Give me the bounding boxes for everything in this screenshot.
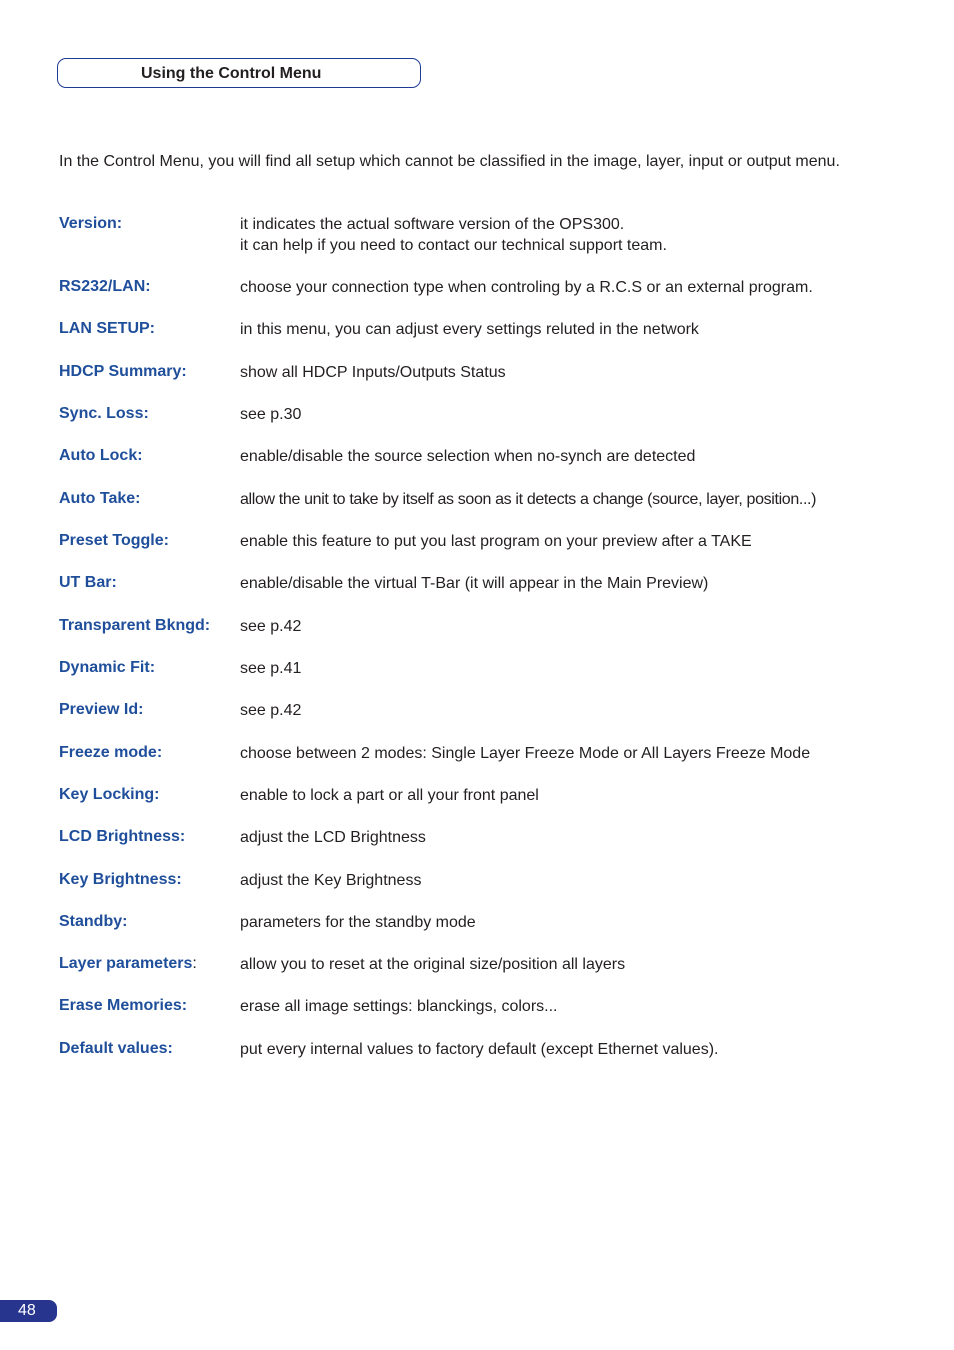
menu-description xyxy=(240,996,900,1017)
menu-term xyxy=(59,744,162,762)
menu-description-line: it indicates the actual software version of the OPS300. xyxy=(240,216,625,233)
menu-description-line: erase all image settings: blanckings, colors... xyxy=(240,998,558,1015)
menu-term-label: Freeze mode: xyxy=(59,744,163,761)
menu-term xyxy=(59,786,159,804)
menu-term xyxy=(59,871,182,889)
section-header-box xyxy=(57,58,421,88)
menu-description xyxy=(240,214,900,256)
menu-term-label: Key Locking: xyxy=(59,786,160,803)
menu-term-label: Auto Take: xyxy=(59,490,141,507)
menu-description xyxy=(240,870,900,891)
menu-term-label: LCD Brightness: xyxy=(59,828,186,845)
menu-term xyxy=(59,955,197,973)
menu-term xyxy=(59,659,155,677)
menu-term-label: Sync. Loss: xyxy=(59,405,149,422)
menu-description-line: put every internal values to factory default (except Ethernet values). xyxy=(240,1041,719,1058)
menu-description xyxy=(240,954,900,975)
menu-description xyxy=(240,573,900,594)
menu-description-line: enable to lock a part or all your front panel xyxy=(240,787,539,804)
menu-term-label: Auto Lock: xyxy=(59,447,143,464)
menu-description xyxy=(240,277,900,298)
menu-term xyxy=(59,828,185,846)
menu-description-line: choose your connection type when controling by a R.C.S or an external program. xyxy=(240,279,813,296)
menu-term xyxy=(59,363,187,381)
menu-term-label: Default values: xyxy=(59,1040,173,1057)
menu-description-line: see p.42 xyxy=(240,702,302,719)
menu-term xyxy=(59,617,210,635)
menu-description-line: show all HDCP Inputs/Outputs Status xyxy=(240,364,506,381)
menu-term-label: Key Brightness: xyxy=(59,871,182,888)
menu-term-label: LAN SETUP: xyxy=(59,320,155,337)
intro-paragraph: In the Control Menu, you will find all setup which cannot be classified in the image, layer, input or output menu. xyxy=(59,153,840,170)
menu-description-line: choose between 2 modes: Single Layer Freeze Mode or All Layers Freeze Mode xyxy=(240,745,811,762)
menu-description-line: parameters for the standby mode xyxy=(240,914,476,931)
menu-description-line: enable/disable the source selection when no-synch are detected xyxy=(240,448,696,465)
menu-term xyxy=(59,701,143,719)
menu-description-line: in this menu, you can adjust every settings reluted in the network xyxy=(240,321,699,338)
menu-description-line: see p.30 xyxy=(240,406,302,423)
menu-term xyxy=(59,490,140,508)
menu-term xyxy=(59,913,127,931)
menu-description xyxy=(240,489,900,510)
menu-term xyxy=(59,447,143,465)
menu-term-label: Preview Id: xyxy=(59,701,144,718)
menu-description xyxy=(240,404,900,425)
menu-description xyxy=(240,362,900,383)
menu-description xyxy=(240,912,900,933)
menu-term xyxy=(59,278,151,296)
menu-description xyxy=(240,446,900,467)
menu-description-line: enable/disable the virtual T-Bar (it will appear in the Main Preview) xyxy=(240,575,709,592)
menu-term xyxy=(59,532,169,550)
menu-description xyxy=(240,827,900,848)
menu-term-label: Erase Memories: xyxy=(59,997,188,1014)
menu-term-label: Standby: xyxy=(59,913,128,930)
menu-description-line: it can help if you need to contact our technical support team. xyxy=(240,237,667,254)
menu-description xyxy=(240,1039,900,1060)
menu-term-label: UT Bar: xyxy=(59,574,117,591)
menu-term xyxy=(59,1040,173,1058)
menu-description-line: adjust the Key Brightness xyxy=(240,872,422,889)
menu-description-line: see p.42 xyxy=(240,618,302,635)
menu-term-label: RS232/LAN: xyxy=(59,278,151,295)
section-title: Using the Control Menu xyxy=(141,65,322,82)
page-number: 48 xyxy=(18,1302,36,1319)
menu-term xyxy=(59,215,122,233)
menu-description-line: allow you to reset at the original size/position all layers xyxy=(240,956,626,973)
menu-term-label: Version: xyxy=(59,215,123,232)
menu-term xyxy=(59,405,149,423)
menu-term xyxy=(59,320,155,338)
menu-term xyxy=(59,997,187,1015)
menu-term-label: Transparent Bkngd: xyxy=(59,617,211,634)
menu-term xyxy=(59,574,117,592)
page-number-tab xyxy=(0,1300,57,1322)
menu-description xyxy=(240,700,900,721)
menu-term-label: Dynamic Fit: xyxy=(59,659,156,676)
menu-term-label: Layer parameters xyxy=(59,955,193,972)
menu-term-label: HDCP Summary: xyxy=(59,363,187,380)
menu-description xyxy=(240,658,900,679)
menu-description xyxy=(240,616,900,637)
menu-description-line: allow the unit to take by itself as soon as it detects a change (source, layer, position...) xyxy=(240,491,817,508)
menu-description xyxy=(240,531,900,552)
menu-description xyxy=(240,743,900,764)
menu-term-label: Preset Toggle: xyxy=(59,532,169,549)
menu-description-line: see p.41 xyxy=(240,660,302,677)
menu-description xyxy=(240,785,900,806)
menu-term-suffix: : xyxy=(192,955,197,972)
menu-description-line: enable this feature to put you last program on your preview after a TAKE xyxy=(240,533,752,550)
menu-description xyxy=(240,319,900,340)
menu-description-line: adjust the LCD Brightness xyxy=(240,829,426,846)
